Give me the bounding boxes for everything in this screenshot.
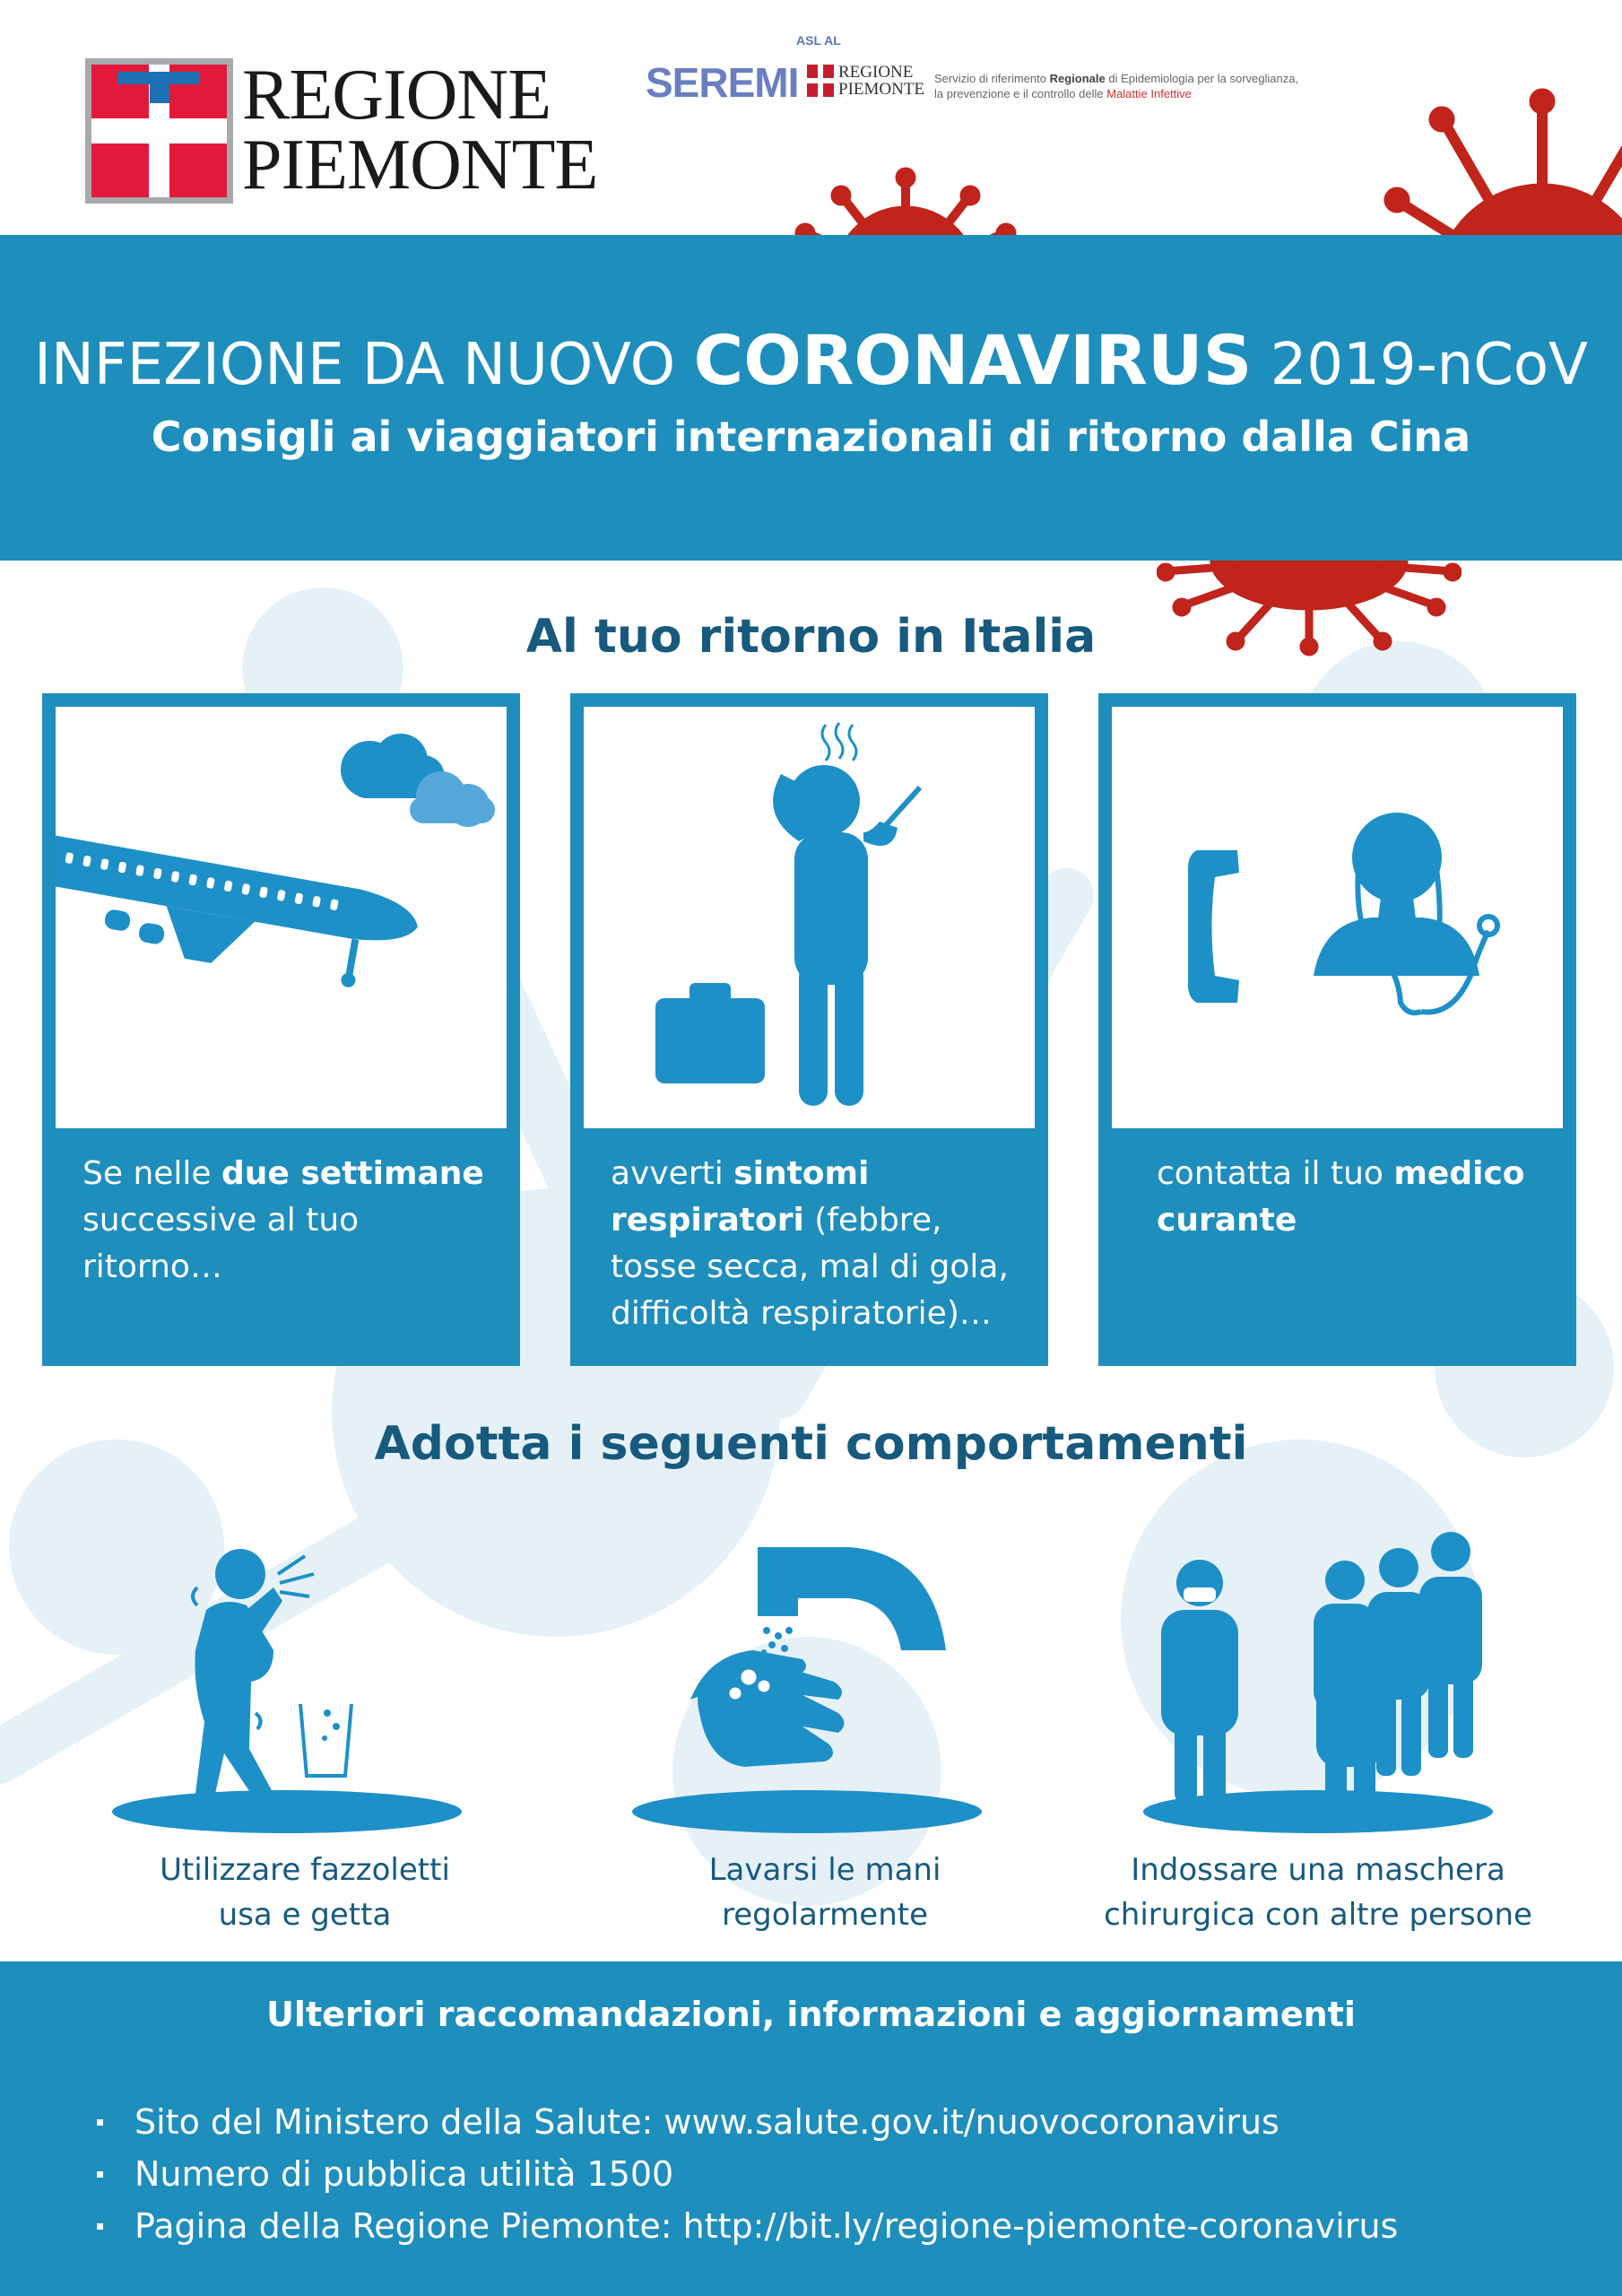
card-text: contatta il tuo medico curante [1157,1155,1525,1239]
piemonte-flag-icon [85,58,233,204]
card-contact-doctor [1098,693,1576,1366]
header [0,0,1622,235]
page-title: INFEZIONE DA NUOVO CORONAVIRUS 2019-nCoV [34,320,1588,400]
page-subtitle: Consigli ai viaggiatori internazionali di ritorno dalla Cina [151,413,1471,461]
footer-list [90,2096,1569,2252]
card-two-weeks [42,693,520,1366]
behavior-caption: Lavarsi le mani regolarmente [708,1852,941,1933]
handwashing-icon [610,1525,1040,1848]
seremi-regione-label: REGIONE PIEMONTE [838,63,925,99]
card-image [1112,707,1563,1128]
footer-item-numero: Numero di pubblica utilità 1500 [90,2148,1569,2200]
card-image [584,707,1035,1128]
seremi-description: Servizio di riferimento Regionale di Epidemiologia per la sorveglianza, la prevenzione e il controllo delle Malattie Infettive [934,72,1299,100]
behavior-caption: Utilizzare fazzoletti usa e getta [160,1852,450,1933]
footer-title: Ulteriori raccomandazioni, informazioni e aggiornamenti [266,1995,1356,2034]
piemonte-cross-icon [807,65,834,97]
behavior-mask [1103,1525,1533,1937]
behavior-handwashing [610,1525,1040,1937]
title-band [0,235,1622,561]
footer-item-regione-page: Pagina della Regione Piemonte: http://bit.ly/regione-piemonte-coronavirus [90,2200,1569,2252]
card-image [56,707,507,1128]
card-text: avverti sintomi respiratori (febbre, tosse secca, mal di gola, difficoltà respiratorie)… [611,1155,1009,1332]
card-text: Se nelle due settimane successive al tuo ritorno… [82,1155,484,1285]
regione-piemonte-logo [85,56,598,206]
asl-al-label: ASL AL [796,33,841,48]
footer-item-ministero: Sito del Ministero della Salute: www.salute.gov.it/nuovocoronavirus [90,2096,1569,2148]
people-mask-icon [1103,1525,1533,1848]
seremi-wordmark: SEREMI [646,59,799,106]
behavior-tissues [90,1525,520,1937]
card-symptoms [570,693,1048,1366]
virus-red-icon [1381,85,1622,235]
behavior-caption: Indossare una maschera chirurgica con altre persone [1104,1852,1532,1933]
seremi-logo [646,31,1363,112]
sneeze-tissue-icon [90,1525,520,1848]
regione-piemonte-wordmark: REGIONE PIEMONTE [242,56,598,204]
section-heading-behaviors: Adotta i seguenti comportamenti [374,1417,1248,1471]
footer [0,1961,1622,2296]
section-heading-return: Al tuo ritorno in Italia [525,610,1097,664]
virus-red-icon [789,161,1022,235]
